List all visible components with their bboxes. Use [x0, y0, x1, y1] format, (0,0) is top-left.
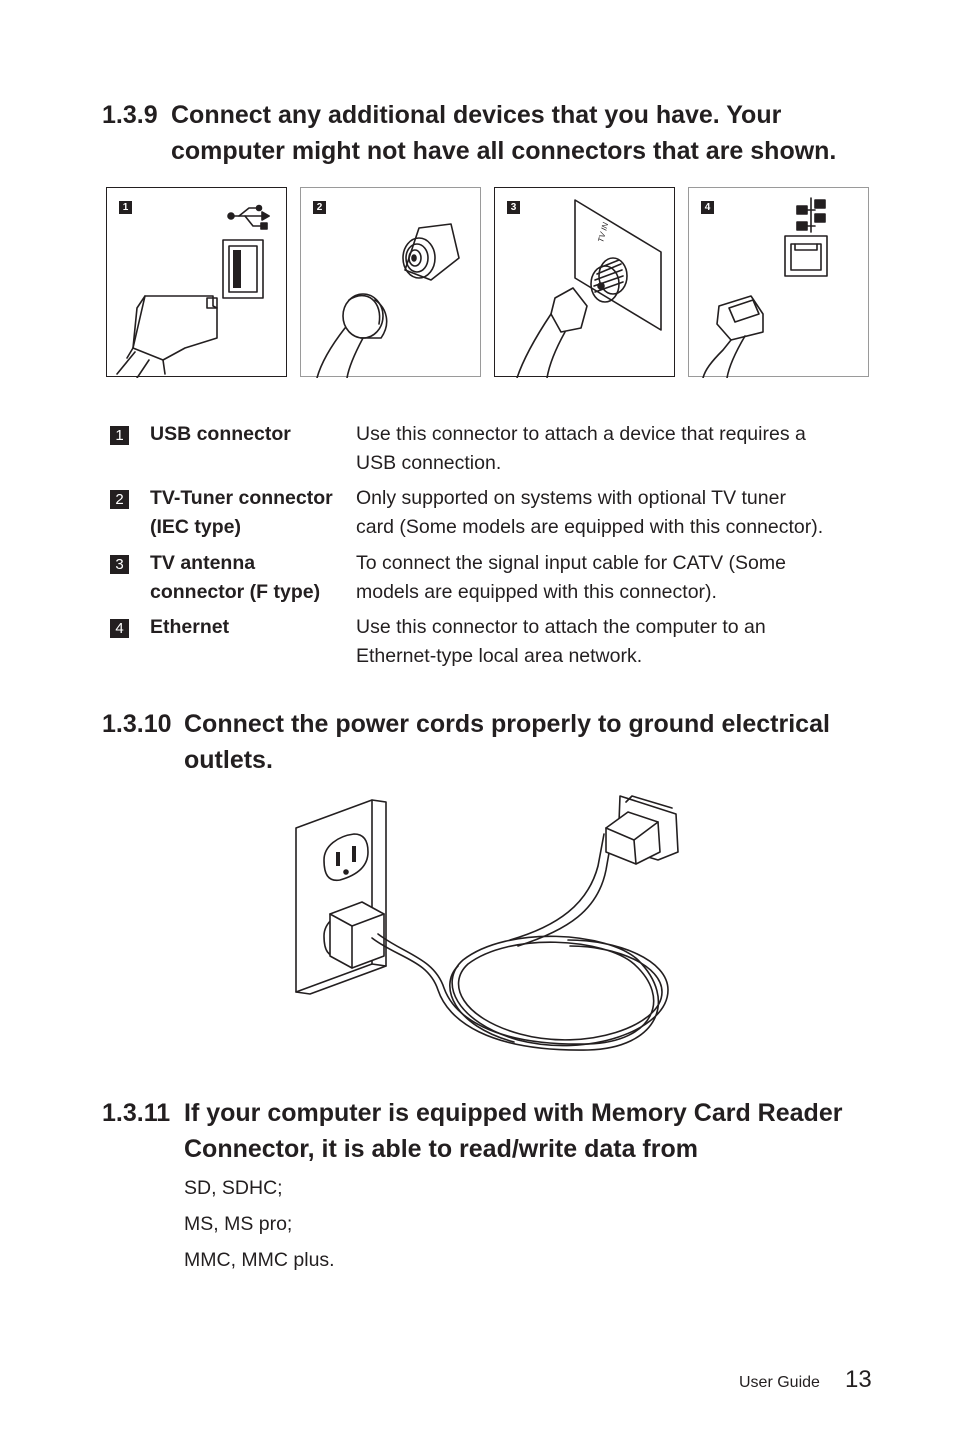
term-line-1: TV antenna	[150, 552, 256, 574]
section-number: 1.3.9	[102, 101, 158, 129]
section-title-line-2: computer might not have all connectors that are shown.	[171, 137, 837, 165]
term-line-1: TV-Tuner connector	[150, 487, 333, 509]
connector-term	[150, 420, 350, 449]
term-line-2: (IEC type)	[150, 516, 242, 538]
page-number: 13	[845, 1366, 872, 1393]
panel-badge: 4	[701, 201, 714, 214]
wall-outlet-icon	[296, 800, 386, 994]
section-number: 1.3.10	[102, 710, 172, 738]
desc-line-2: Ethernet-type local area network.	[356, 645, 643, 667]
term-line-1: USB connector	[150, 423, 291, 445]
desc-line-2: card (Some models are equipped with this connector).	[356, 516, 824, 538]
card-format-item: MS, MS pro;	[184, 1213, 293, 1235]
section-title-line-2: Connector, it is able to read/write data from	[184, 1135, 698, 1163]
panel-badge: 3	[507, 201, 520, 214]
connector-description	[356, 420, 876, 478]
ethernet-connector-illustration	[689, 188, 870, 378]
tv-antenna-panel	[494, 187, 675, 377]
connector-badge: 2	[110, 490, 129, 509]
connector-description	[356, 549, 876, 607]
usb-connector-illustration	[107, 188, 288, 378]
connector-illustrations	[106, 187, 869, 379]
card-format-item: MMC, MMC plus.	[184, 1249, 335, 1271]
panel-badge: 2	[313, 201, 326, 214]
desc-line-1: Use this connector to attach the computer to an	[356, 616, 766, 638]
section-title-line-1: If your computer is equipped with Memory Card Reader	[184, 1099, 843, 1127]
card-format-item: SD, SDHC;	[184, 1177, 283, 1199]
panel-badge: 1	[119, 201, 132, 214]
connector-description	[356, 613, 876, 671]
connector-badge: 3	[110, 555, 129, 574]
tv-tuner-panel	[300, 187, 481, 377]
section-heading-1-3-10	[102, 706, 830, 778]
desc-line-1: To connect the signal input cable for CATV (Some	[356, 552, 786, 574]
connector-badge: 4	[110, 619, 129, 638]
usb-panel	[106, 187, 287, 377]
desc-line-1: Use this connector to attach a device that requires a	[356, 423, 806, 445]
desc-line-2: USB connection.	[356, 452, 502, 474]
section-title-line-1: Connect the power cords properly to ground electrical	[184, 710, 830, 738]
usb-symbol-icon	[228, 206, 269, 230]
power-outlet-illustration	[288, 790, 688, 1062]
section-title-line-1: Connect any additional devices that you have. Your	[171, 101, 782, 129]
desc-line-2: models are equipped with this connector).	[356, 581, 717, 603]
term-line-2: connector (F type)	[150, 581, 321, 603]
desc-line-1: Only supported on systems with optional TV tuner	[356, 487, 786, 509]
connector-term	[150, 613, 350, 642]
section-heading-1-3-11	[102, 1095, 842, 1167]
section-number: 1.3.11	[102, 1099, 171, 1127]
ethernet-panel	[688, 187, 869, 377]
connector-badge: 1	[110, 426, 129, 445]
tv-antenna-connector-illustration	[495, 188, 676, 378]
tv-tuner-connector-illustration	[301, 188, 482, 378]
footer-label: User Guide	[739, 1374, 820, 1391]
connector-term	[150, 484, 350, 542]
connector-term	[150, 549, 350, 607]
tv-in-label: TV IN	[596, 221, 611, 244]
section-title-line-2: outlets.	[184, 746, 273, 774]
network-icon	[797, 198, 825, 232]
section-heading-1-3-9	[102, 97, 836, 169]
term-line-1: Ethernet	[150, 616, 230, 638]
connector-description	[356, 484, 876, 542]
